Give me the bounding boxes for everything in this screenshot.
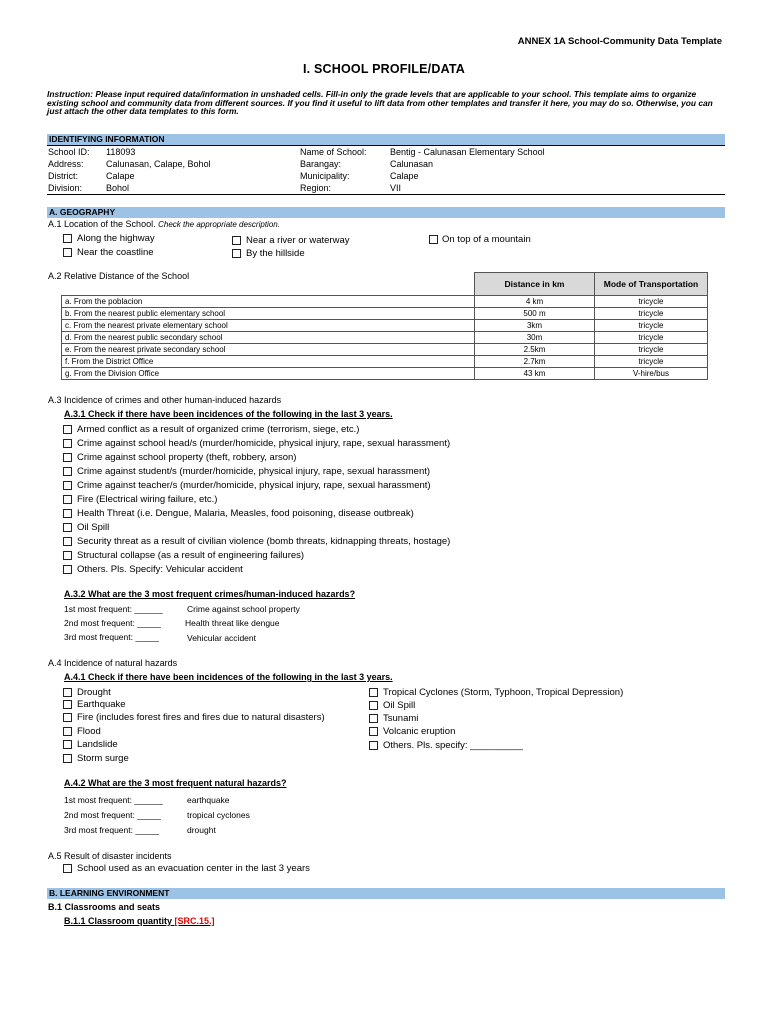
natural-checkbox[interactable] — [369, 727, 378, 736]
transport-value[interactable]: tricycle — [595, 296, 708, 308]
frequent-natural-label: 3rd most frequent: _____ — [64, 825, 159, 835]
transport-value[interactable]: tricycle — [595, 320, 708, 332]
crime-checkbox[interactable] — [63, 467, 72, 476]
geography-header: A. GEOGRAPHY — [49, 207, 116, 217]
natural-checkbox[interactable] — [369, 701, 378, 710]
barangay-value[interactable]: Calunasan — [390, 159, 434, 169]
location-label-mountain: On top of a mountain — [442, 234, 531, 245]
a2-label: A.2 Relative Distance of the School — [48, 271, 190, 281]
table-row — [62, 320, 708, 332]
distance-value[interactable]: 3km — [475, 320, 595, 332]
natural-label: Fire (includes forest fires and fires due to natural disasters) — [77, 712, 325, 723]
crime-label: Structural collapse (as a result of engineering failures) — [77, 550, 305, 561]
evacuation-checkbox[interactable] — [63, 864, 72, 873]
natural-label: Oil Spill — [383, 700, 416, 711]
b11-heading — [64, 916, 215, 926]
crime-label: Security threat as a result of civilian violence (bomb threats, kidnapping threats, hostage) — [77, 536, 451, 547]
crime-label: Others. Pls. Specify: Vehicular accident — [77, 564, 243, 575]
table-row — [62, 368, 708, 380]
address-value[interactable]: Calunasan, Calape, Bohol — [106, 159, 211, 169]
distance-value[interactable]: 4 km — [475, 296, 595, 308]
barangay-label: Barangay: — [300, 159, 342, 169]
school-id-value[interactable]: 118093 — [106, 147, 136, 157]
location-checkbox-coastline[interactable] — [63, 248, 72, 257]
natural-label: Flood — [77, 726, 101, 737]
natural-label: Earthquake — [77, 699, 126, 710]
natural-label: Storm surge — [77, 753, 129, 764]
crime-checkbox[interactable] — [63, 523, 72, 532]
division-value[interactable]: Bohol — [106, 183, 130, 193]
identifying-top-line — [47, 145, 725, 146]
evacuation-label: School used as an evacuation center in the last 3 years — [77, 863, 310, 874]
annex-label: ANNEX 1A School-Community Data Template — [517, 36, 722, 47]
district-value[interactable]: Calape — [106, 171, 135, 181]
district-label: District: — [48, 171, 78, 181]
school-name-value[interactable]: Bentig - Calunasan Elementary School — [390, 147, 545, 157]
a3-label: A.3 Incidence of crimes and other human-induced hazards — [48, 395, 282, 405]
frequent-crime-value[interactable]: Crime against school property — [187, 604, 300, 614]
location-checkbox-hillside[interactable] — [232, 249, 241, 258]
a31-label: A.3.1 Check if there have been incidences of the following in the last 3 years. — [64, 409, 393, 419]
a1-hint: Check the appropriate description. — [158, 220, 280, 229]
location-label-highway: Along the highway — [77, 233, 155, 244]
learning-header: B. LEARNING ENVIRONMENT — [49, 888, 170, 898]
b1-label: B.1 Classrooms and seats — [48, 902, 161, 912]
region-value[interactable]: VII — [390, 183, 402, 193]
location-checkbox-mountain[interactable] — [429, 235, 438, 244]
frequent-natural-label: 1st most frequent: ______ — [64, 795, 163, 805]
distance-value[interactable]: 2.7km — [475, 356, 595, 368]
learning-header-band — [47, 888, 725, 899]
crime-checkbox[interactable] — [63, 565, 72, 574]
distance-value[interactable]: 43 km — [475, 368, 595, 380]
frequent-natural-label: 2nd most frequent: _____ — [64, 810, 161, 820]
frequent-crime-label: 2nd most frequent: _____ — [64, 618, 161, 628]
location-label-hillside: By the hillside — [246, 248, 305, 259]
frequent-natural-value[interactable]: earthquake — [187, 795, 230, 805]
distance-row-label: b. From the nearest public elementary school — [62, 308, 475, 320]
transport-value[interactable]: tricycle — [595, 332, 708, 344]
distance-row-label: c. From the nearest private elementary school — [62, 320, 475, 332]
table-row — [62, 308, 708, 320]
natural-checkbox[interactable] — [63, 754, 72, 763]
blank-header-cell — [62, 273, 475, 296]
geography-header-band — [47, 207, 725, 218]
school-name-label: Name of School: — [300, 147, 367, 157]
natural-checkbox[interactable] — [63, 700, 72, 709]
instruction-text: Instruction: Please input required data/information in unshaded cells. Fill-in only the grade levels that are applicable to your school. This template aims to organize existing school and community data from different sources. If you find it useful to lift data from other templates and transfer it here, you may do so. Otherwise, you can just attach the other data templates to this form. — [47, 89, 713, 117]
natural-checkbox[interactable] — [369, 741, 378, 750]
frequent-crime-label: 3rd most frequent: _____ — [64, 632, 159, 642]
page-title: I. SCHOOL PROFILE/DATA — [302, 62, 466, 76]
crime-label: Crime against school head/s (murder/homicide, physical injury, rape, sexual harassment) — [77, 438, 451, 449]
transport-value[interactable]: tricycle — [595, 356, 708, 368]
crime-label: Oil Spill — [77, 522, 110, 533]
crime-checkbox[interactable] — [63, 509, 72, 518]
natural-checkbox[interactable] — [63, 688, 72, 697]
natural-checkbox[interactable] — [63, 713, 72, 722]
distance-table-header — [62, 273, 708, 296]
table-row — [62, 332, 708, 344]
location-checkbox-river[interactable] — [232, 236, 241, 245]
crime-label: Crime against school property (theft, robbery, arson) — [77, 452, 297, 463]
location-checkbox-highway[interactable] — [63, 234, 72, 243]
frequent-crime-value[interactable]: Health threat like dengue — [185, 618, 280, 628]
a5-label: A.5 Result of disaster incidents — [48, 851, 172, 861]
division-label: Division: — [48, 183, 83, 193]
natural-checkbox[interactable] — [369, 714, 378, 723]
crime-checkbox[interactable] — [63, 453, 72, 462]
natural-label: Drought — [77, 687, 111, 698]
distance-value[interactable]: 2.5km — [475, 344, 595, 356]
crime-label: Fire (Electrical wiring failure, etc.) — [77, 494, 218, 505]
natural-label: Tsunami — [383, 713, 419, 724]
crime-checkbox[interactable] — [63, 481, 72, 490]
crime-label: Health Threat (i.e. Dengue, Malaria, Measles, food poisoning, disease outbreak) — [77, 508, 414, 519]
identifying-header-band — [47, 134, 725, 145]
address-label: Address: — [48, 159, 84, 169]
identifying-header: IDENTIFYING INFORMATION — [49, 134, 165, 144]
a1-label: A.1 Location of the School. — [48, 219, 156, 229]
municipality-value[interactable]: Calape — [390, 171, 419, 181]
crime-checkbox[interactable] — [63, 439, 72, 448]
crime-label: Crime against teacher/s (murder/homicide, physical injury, rape, sexual harassment) — [77, 480, 431, 491]
school-id-label: School ID: — [48, 147, 90, 157]
crime-label: Crime against student/s (murder/homicide, physical injury, rape, sexual harassment) — [77, 466, 431, 477]
natural-checkbox[interactable] — [369, 688, 378, 697]
a4-label: A.4 Incidence of natural hazards — [48, 658, 178, 668]
table-row — [62, 344, 708, 356]
natural-label: Tropical Cyclones (Storm, Typhoon, Tropical Depression) — [383, 687, 624, 698]
distance-row-label: g. From the Division Office — [62, 368, 475, 380]
transport-value[interactable]: V-hire/bus — [595, 368, 708, 380]
table-row — [62, 296, 708, 308]
distance-value[interactable]: 30m — [475, 332, 595, 344]
location-label-river: Near a river or waterway — [246, 235, 350, 246]
a42-label: A.4.2 What are the 3 most frequent natural hazards? — [64, 778, 287, 788]
transport-value[interactable]: tricycle — [595, 344, 708, 356]
a32-label: A.3.2 What are the 3 most frequent crimes/human-induced hazards? — [64, 589, 356, 599]
a1-heading — [48, 219, 280, 229]
transport-value[interactable]: tricycle — [595, 308, 708, 320]
a41-label: A.4.1 Check if there have been incidences of the following in the last 3 years. — [64, 672, 393, 682]
transport-header: Mode of Transportation — [595, 273, 708, 296]
natural-label: Others. Pls. specify: __________ — [383, 740, 523, 751]
identifying-bottom-line — [47, 194, 725, 195]
frequent-natural-value[interactable]: drought — [187, 825, 216, 835]
distance-row-label: a. From the poblacion — [62, 296, 475, 308]
crime-checkbox[interactable] — [63, 551, 72, 560]
distance-value[interactable]: 500 m — [475, 308, 595, 320]
frequent-crime-label: 1st most frequent: ______ — [64, 604, 163, 614]
crime-checkbox[interactable] — [63, 425, 72, 434]
distance-row-label: d. From the nearest public secondary school — [62, 332, 475, 344]
location-label-coastline: Near the coastline — [77, 247, 154, 258]
region-label: Region: — [300, 183, 332, 193]
frequent-natural-value[interactable]: tropical cyclones — [187, 810, 250, 820]
crime-checkbox[interactable] — [63, 495, 72, 504]
distance-table — [61, 272, 708, 380]
natural-checkbox[interactable] — [63, 740, 72, 749]
b11-reference[interactable]: [SRC.15.] — [174, 916, 215, 926]
municipality-label: Municipality: — [300, 171, 350, 181]
table-row — [62, 356, 708, 368]
distance-row-label: e. From the nearest private secondary school — [62, 344, 475, 356]
natural-label: Volcanic eruption — [383, 726, 456, 737]
natural-label: Landslide — [77, 739, 118, 750]
b11-label: B.1.1 Classroom quantity — [64, 916, 173, 926]
crime-checkbox[interactable] — [63, 537, 72, 546]
distance-header: Distance in km — [475, 273, 595, 296]
crime-label: Armed conflict as a result of organized crime (terrorism, siege, etc.) — [77, 424, 360, 435]
frequent-crime-value[interactable]: Vehicular accident — [187, 633, 256, 643]
distance-row-label: f. From the District Office — [62, 356, 475, 368]
natural-checkbox[interactable] — [63, 727, 72, 736]
